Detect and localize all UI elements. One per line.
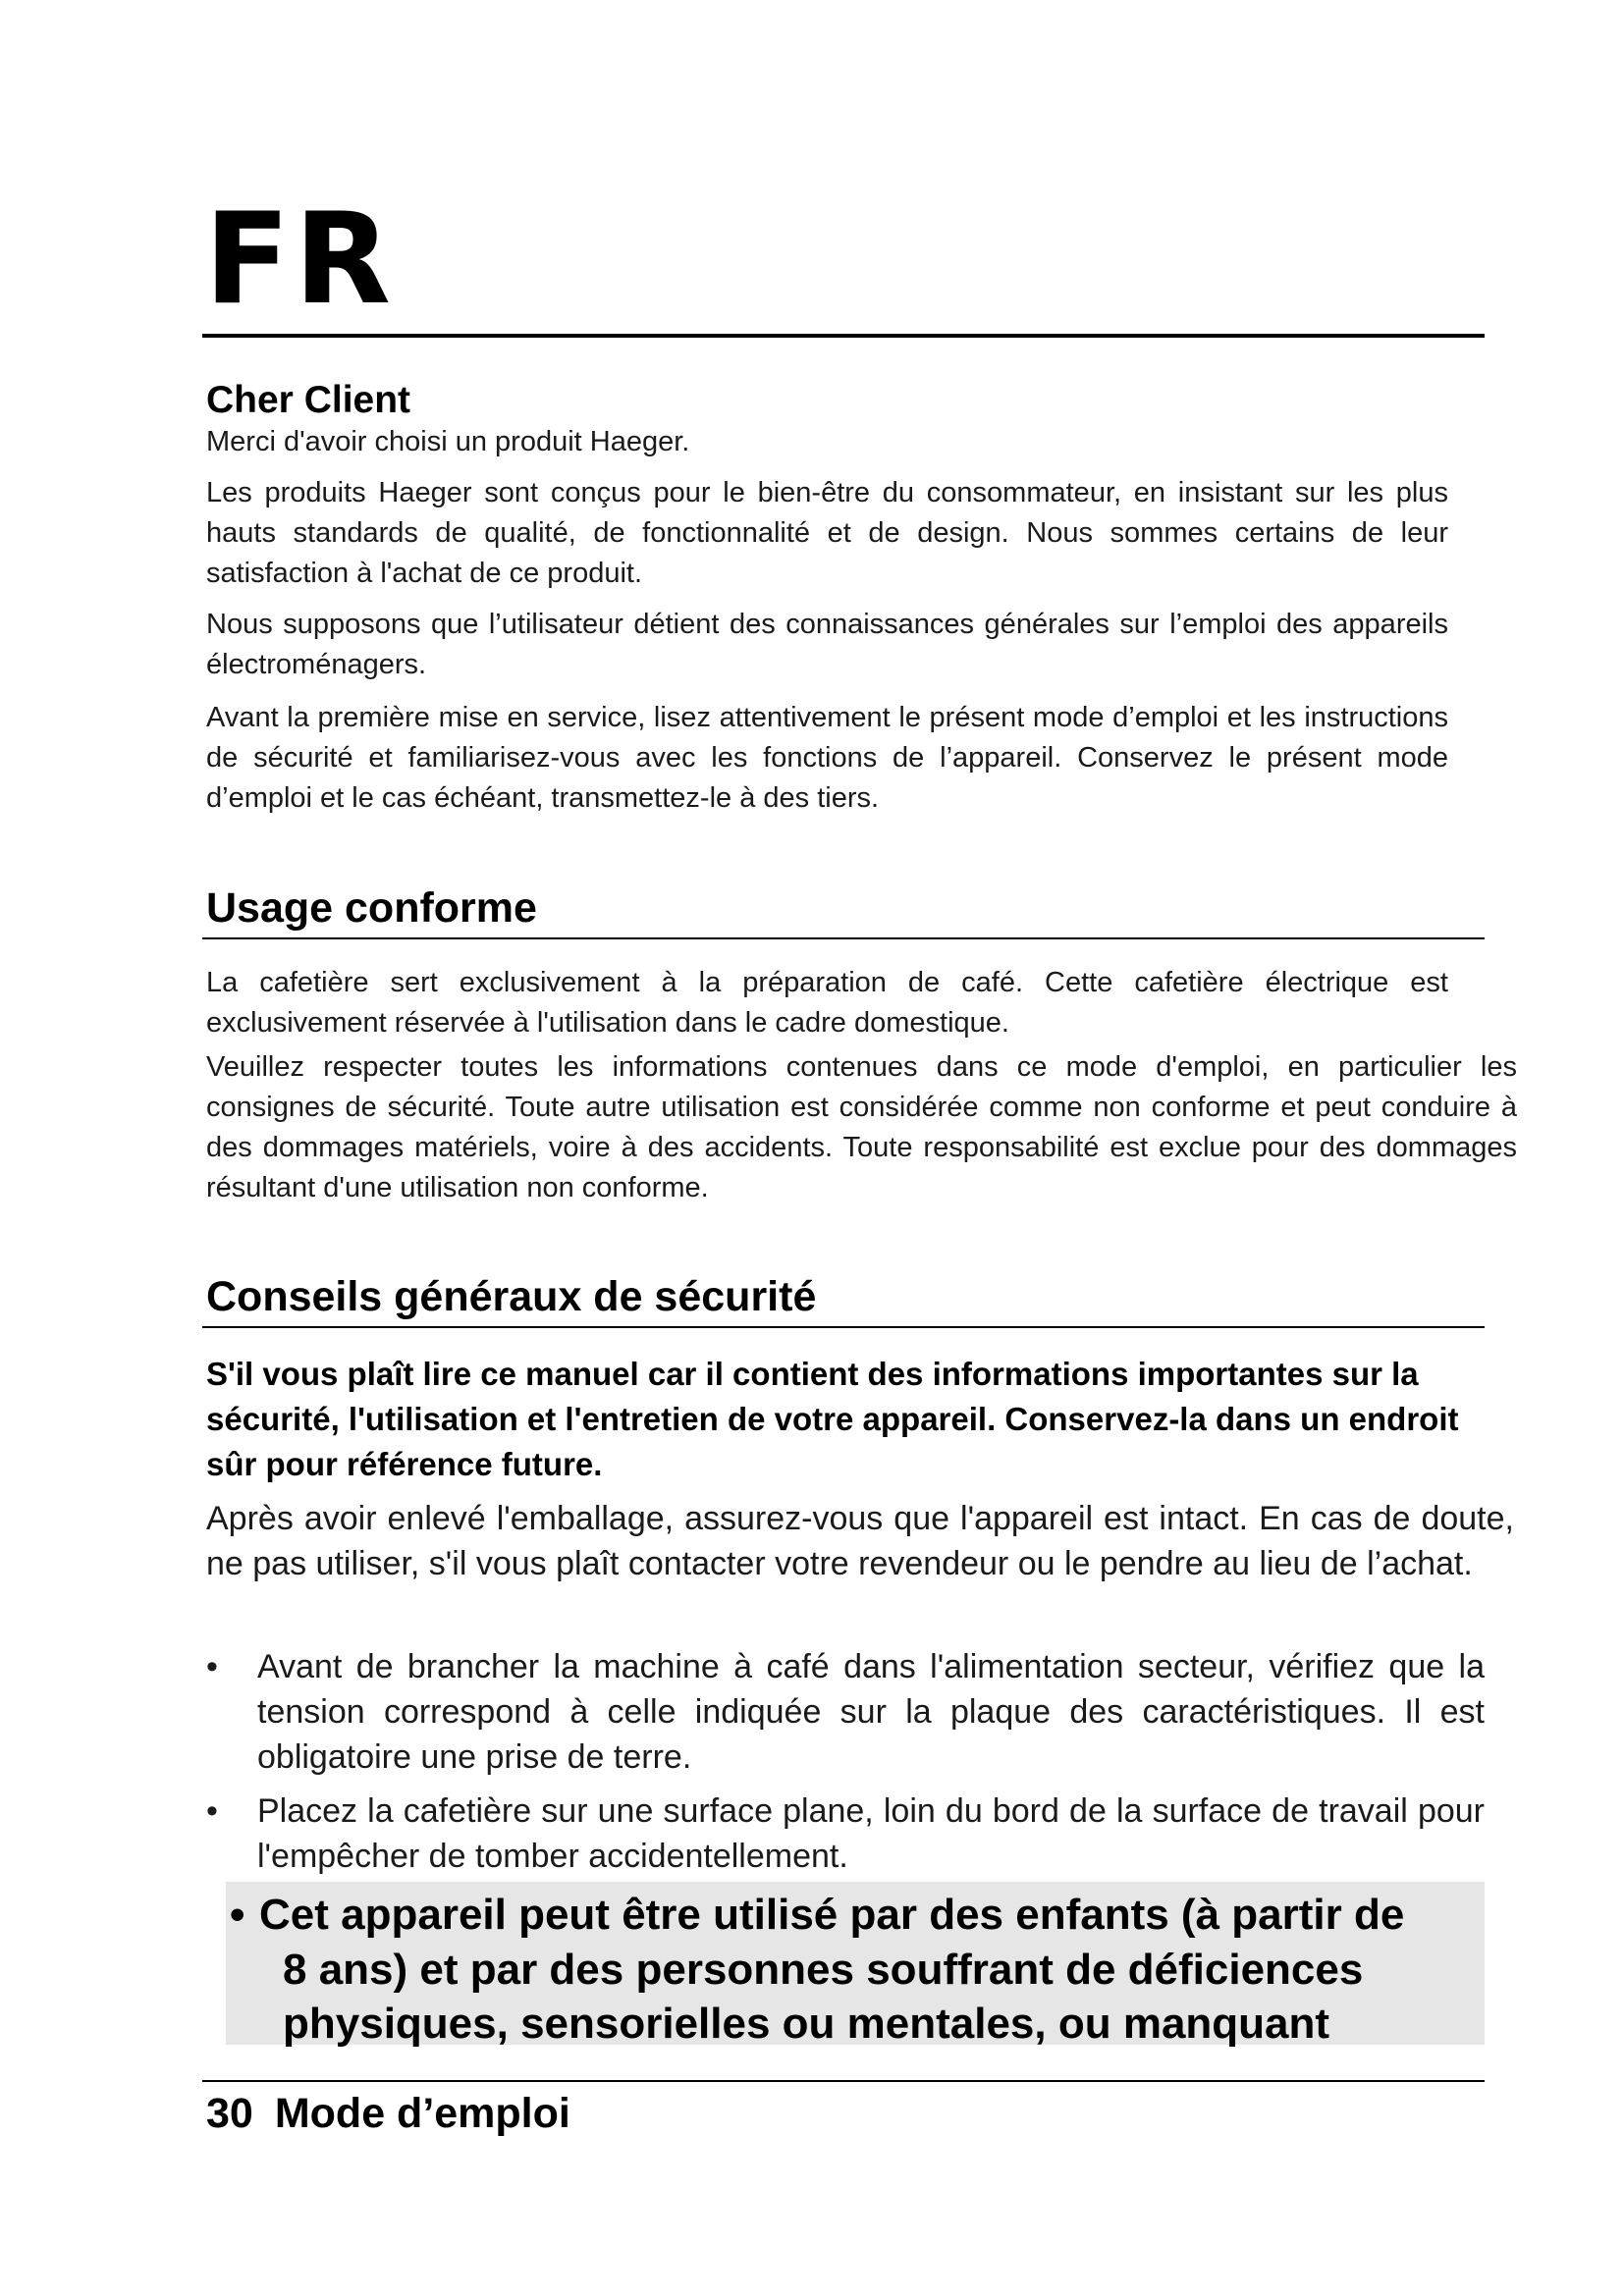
bullet-marker: • xyxy=(206,1792,218,1830)
bullet-text: Avant de brancher la machine à café dans l'alimentation secteur, vérifiez que la tension correspond à celle indiquée sur la plaque des caractéristiques. Il est obligatoire une prise de terre. xyxy=(257,1648,1485,1776)
usage-paragraph-2: Veuillez respecter toutes les informations contenues dans ce mode d'emploi, en particulier les consignes de sécurité. Toute autre utilisation est considérée comme non conforme et peut conduire à des dommages matériels, voire à des accidents. Toute responsabilité est exclue pour des dommages résultant d'une utilisation non conforme. xyxy=(206,1051,1517,1203)
highlight-line-2: 8 ans) et par des personnes souffrant de déficiences xyxy=(283,1946,1364,1994)
safety-bullet-2 xyxy=(206,1789,1485,1881)
greeting-paragraph-1: Merci d'avoir choisi un produit Haeger. xyxy=(206,426,690,457)
greeting-paragraph-3: Nous supposons que l’utilisateur détient des connaissances générales sur l’emploi des appareils électroménagers. xyxy=(206,609,1448,680)
page-footer xyxy=(206,2087,592,2140)
safety-bullet-1 xyxy=(206,1644,1485,1782)
footer-divider xyxy=(202,2080,1485,2082)
greeting-paragraph-4: Avant la première mise en service, lisez attentivement le présent mode d’emploi et les instructions de sécurité et familiarisez-vous avec les fonctions de l’appareil. Conservez le présent mode d’emploi et le cas échéant, transmettez-le à des tiers. xyxy=(206,702,1448,814)
bullet-marker: • xyxy=(206,1648,218,1685)
header-divider xyxy=(202,334,1485,338)
greeting-title: Cher Client xyxy=(206,379,411,421)
safety-divider xyxy=(202,1326,1485,1328)
usage-divider xyxy=(202,937,1485,939)
bullet-text: Placez la cafetière sur une surface plane, loin du bord de la surface de travail pour l'empêcher de tomber accidentellement. xyxy=(257,1792,1485,1875)
safety-title: Conseils généraux de sécurité xyxy=(206,1273,817,1320)
highlight-bullet-marker: • xyxy=(230,1891,245,1939)
page-number: 30 xyxy=(206,2090,253,2137)
usage-title: Usage conforme xyxy=(206,884,537,932)
safety-intro: Après avoir enlevé l'emballage, assurez-vous que l'appareil est intact. En cas de doute, ne pas utiliser, s'il vous plaît contacter votre revendeur ou le pendre au lieu de l’achat. xyxy=(206,1500,1514,1582)
safety-bold-intro: S'il vous plaît lire ce manuel car il contient des informations importantes sur la sécurité, l'utilisation et l'entretien de votre appareil. Conservez-la dans un endroit sûr pour référence future. xyxy=(206,1356,1459,1482)
footer-label: Mode d’emploi xyxy=(274,2090,570,2137)
language-code: FR xyxy=(204,187,395,333)
greeting-paragraph-2: Les produits Haeger sont conçus pour le bien-être du consommateur, en insistant sur les plus hauts standards de qualité, de fonctionnalité et de design. Nous sommes certains de leur satisfaction à l'achat de ce produit. xyxy=(206,477,1448,589)
usage-paragraph-1: La cafetière sert exclusivement à la préparation de café. Cette cafetière électrique est exclusivement réservée à l'utilisation dans le cadre domestique. xyxy=(206,967,1448,1039)
highlight-line-3: physiques, sensorielles ou mentales, ou manquant xyxy=(283,2000,1330,2048)
highlight-line-1: Cet appareil peut être utilisé par des enfants (à partir de xyxy=(259,1891,1405,1939)
